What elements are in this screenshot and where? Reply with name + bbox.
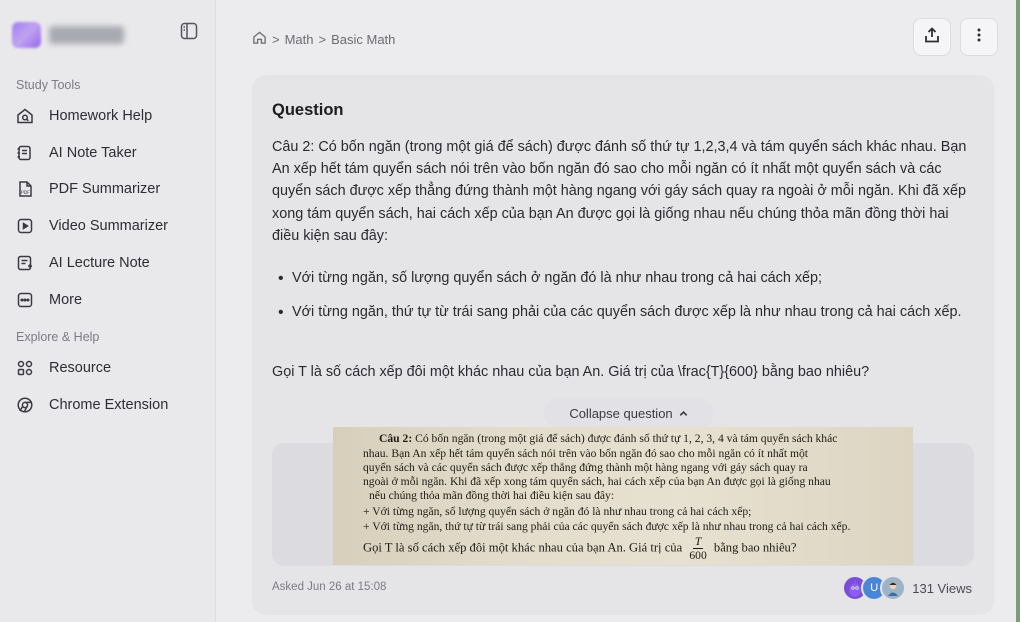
note-taker-icon	[14, 142, 36, 164]
sidebar-item-homework-help[interactable]	[14, 101, 204, 131]
scan-fraction	[689, 535, 706, 562]
breadcrumb	[252, 30, 395, 48]
list-item: • Với từng ngăn, số lượng quyển sách ở ngăn đó là như nhau trong cả hai cách xếp;	[278, 264, 978, 293]
scan-line: quyển sách và các quyển sách được xếp thẳng đứng thành một hàng ngang với gáy sách quay ra	[363, 461, 808, 474]
sidebar-item-label: PDF Summarizer	[49, 181, 161, 197]
video-icon	[14, 215, 36, 237]
scan-text: bằng bao nhiêu?	[713, 540, 797, 555]
pdf-icon	[14, 178, 36, 200]
sidebar-item-label: AI Note Taker	[49, 145, 137, 161]
svg-text:PDF: PDF	[21, 191, 30, 196]
sidebar-toggle-button[interactable]	[178, 22, 200, 44]
fraction-numerator: T	[694, 535, 702, 548]
collapse-question-button[interactable]	[544, 398, 714, 428]
viewers	[842, 573, 972, 603]
more-options-button[interactable]	[960, 18, 998, 56]
breadcrumb-item-basic-math[interactable]: Basic Math	[331, 31, 396, 47]
question-prompt: Gọi T là số cách xếp đôi một khác nhau của bạn An. Giá trị của \frac{T}{600} bằng bao nhiêu?	[272, 364, 870, 380]
scan-line: nhau. Bạn An xếp hết tám quyển sách nói trên vào bốn ngăn đó sao cho mỗi ngăn có ít nhất một	[363, 447, 808, 460]
scan-text: Có bốn ngăn (trong một giá để sách) được đánh số thứ tự 1, 2, 3, 4 và tám quyển sách khác	[415, 432, 838, 445]
brand-logo[interactable]	[12, 22, 124, 48]
scan-line	[379, 432, 837, 445]
sidebar-item-label: Video Summarizer	[49, 218, 169, 234]
collapse-label: Collapse question	[569, 405, 673, 421]
scan-line: + Với từng ngăn, thứ tự từ trái sang phải của các quyển sách được xếp là như nhau trong cả hai cách xếp.	[363, 520, 851, 533]
asked-timestamp: Asked Jun 26 at 15:08	[272, 581, 387, 593]
resource-icon	[14, 357, 36, 379]
avatar	[880, 575, 906, 601]
views-count: 131 Views	[912, 580, 972, 596]
home-icon[interactable]	[252, 30, 267, 48]
sidebar-item-chrome-extension[interactable]	[14, 390, 204, 420]
chevron-up-icon	[678, 408, 689, 419]
sidebar-item-label: Resource	[49, 360, 112, 376]
breadcrumb-separator: >	[272, 31, 280, 47]
logo-icon	[12, 22, 41, 48]
list-item: • Với từng ngăn, thứ tự từ trái sang phải của các quyển sách được xếp là như nhau trong cả hai cách xếp.	[278, 298, 978, 327]
explore-help-title: Explore & Help	[16, 330, 100, 344]
more-vertical-icon	[970, 26, 988, 49]
fraction-denominator: 600	[689, 549, 707, 562]
more-icon	[14, 289, 36, 311]
scan-line: ngoài ở mỗi ngăn. Khi đã xếp xong tám quyển sách, hai cách xếp của bạn An được gọi là giống nhau	[363, 475, 831, 488]
breadcrumb-item-math[interactable]: Math	[284, 31, 314, 47]
sidebar-item-label: Chrome Extension	[49, 397, 169, 413]
sidebar-item-resource[interactable]	[14, 353, 204, 383]
window-edge	[1016, 0, 1020, 622]
condition-list	[278, 264, 978, 332]
sidebar-toggle-icon	[179, 21, 199, 46]
breadcrumb-separator: >	[318, 31, 327, 47]
share-icon	[923, 26, 941, 49]
sidebar-item-label: Homework Help	[49, 108, 153, 124]
avatar: U	[861, 575, 887, 601]
lecture-note-icon	[14, 252, 36, 274]
chrome-icon	[14, 394, 36, 416]
sidebar-item-label: More	[49, 292, 83, 308]
sidebar-item-ai-note-taker[interactable]	[14, 138, 204, 168]
scan-line: + Với từng ngăn, số lượng quyển sách ở ngăn đó là như nhau trong cả hai cách xếp;	[363, 505, 752, 518]
brand-name	[49, 26, 124, 44]
scan-line: nếu chúng thỏa mãn đồng thời hai điều kiện sau đây:	[369, 489, 615, 502]
sidebar-item-pdf-summarizer[interactable]	[14, 174, 204, 204]
sidebar-item-video-summarizer[interactable]	[14, 211, 204, 241]
homework-icon	[14, 105, 36, 127]
question-text: Câu 2: Có bốn ngăn (trong một giá để sách) được đánh số thứ tự 1,2,3,4 và tám quyển sách khác nhau. Bạn An xếp hết tám quyển sách nói trên vào bốn ngăn đó sao cho mỗi ngăn có ít nhất một quyển sách và các quyển sách được xếp thẳng đứng thành một hàng ngang với gáy sách quay ra ngoài ở mỗi ngăn. Khi đã xếp xong tám quyển sách, hai cách xếp của bạn An được gọi là giống nhau nếu chúng thỏa mãn đồng thời hai điều kiện sau đây:	[272, 139, 967, 244]
scan-text: Gọi T là số cách xếp đôi một khác nhau của bạn An. Giá trị của	[363, 540, 683, 555]
share-button[interactable]	[913, 18, 951, 56]
sidebar-item-more[interactable]	[14, 285, 204, 315]
sidebar-item-ai-lecture-note[interactable]	[14, 248, 204, 278]
question-scan-image[interactable]	[333, 427, 913, 565]
sidebar-item-label: AI Lecture Note	[49, 255, 150, 271]
scan-question-number: Câu 2:	[379, 432, 413, 445]
question-heading: Question	[272, 101, 344, 119]
study-tools-title: Study Tools	[16, 78, 81, 92]
sidebar	[0, 0, 216, 622]
scan-line	[363, 535, 796, 562]
